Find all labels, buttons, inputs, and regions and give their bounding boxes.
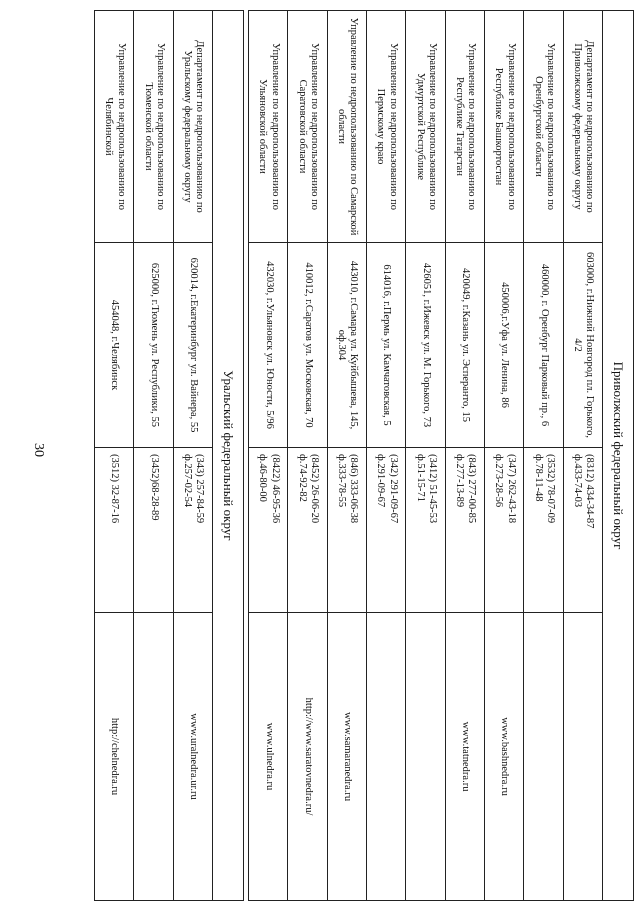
office-phone: (3412) 51-45-53 [427, 454, 439, 524]
office-fax: ф.78-11-48 [532, 454, 544, 502]
office-website: http://www.saratovnedra.ru/ [302, 697, 314, 816]
office-website: www.ulnedra.ru [263, 722, 275, 791]
office-phone: (843) 277-00-85 [466, 454, 478, 524]
table-row [367, 11, 406, 901]
office-address-cell [134, 243, 173, 448]
table-row [327, 11, 366, 901]
office-address: 450006,г.Уфа ул. Ленина, 86 [499, 282, 511, 408]
office-phone-cell [173, 448, 212, 613]
office-address: 443010, г.Самара ул. Куйбышева, 145, оф.304 [335, 260, 360, 430]
office-fax: ф.291-09-67 [375, 454, 387, 508]
office-name: Управление по недропользованию по Челябинской [103, 43, 127, 210]
office-phone: (342) 291-09-67 [387, 454, 399, 524]
office-website-cell [134, 613, 173, 901]
rotated-page-content [94, 10, 634, 900]
office-phone: (343) 257-84-59 [194, 454, 206, 524]
office-website-cell [485, 613, 524, 901]
office-phone-cell [524, 448, 563, 613]
office-address-cell [485, 243, 524, 448]
office-phone-cell [95, 448, 134, 613]
office-fax: ф.46-80-00 [257, 454, 269, 502]
office-phone: (347) 262-43-18 [505, 454, 517, 524]
region-title: Уральский федеральный округ [213, 11, 244, 901]
office-phone-cell [288, 448, 327, 613]
office-address: 420049, г.Казань ул. Эсперанто, 15 [460, 268, 472, 422]
office-phone: (3512) 32-87-16 [109, 454, 121, 524]
office-phone: (8312) 434-34-87 [584, 454, 596, 529]
office-website-cell [406, 613, 445, 901]
office-address: 432030, г.Ульяновск ул. Юности, 5/96 [263, 261, 275, 429]
office-name: Управление по недропользованию по Оренбургской области [532, 43, 557, 210]
office-phone-cell [445, 448, 484, 613]
office-address: 603000, г.Нижний Новгород пл. Горького, 4/2 [571, 252, 596, 438]
office-name: Управление по недропользованию по Самарской области [335, 17, 360, 236]
office-name: Управление по недропользованию по Ульяновской области [257, 43, 281, 210]
office-phone-cell [327, 448, 366, 613]
office-name-cell [249, 11, 288, 243]
office-website-cell [367, 613, 406, 901]
office-name-cell [173, 11, 212, 243]
office-address: 426051, г.Ижевск ул. М. Горького, 73 [420, 262, 432, 428]
office-address-cell [563, 243, 602, 448]
table-row [173, 11, 212, 901]
office-fax: ф.277-13-89 [453, 454, 465, 508]
office-address: 410012, г.Саратов ул. Московская, 70 [302, 262, 314, 428]
office-address-cell [173, 243, 212, 448]
table-row [249, 11, 288, 901]
table-row [288, 11, 327, 901]
table-row [563, 11, 602, 901]
office-website: www.tatnedra.ru [460, 721, 472, 792]
office-address-cell [524, 243, 563, 448]
office-phone: (3452)68-28-89 [148, 454, 160, 521]
office-name-cell [406, 11, 445, 243]
office-name-cell [485, 11, 524, 243]
office-name-cell [95, 11, 134, 243]
office-address: 460000, г. Оренбург Парковый пр., 6 [538, 263, 550, 427]
office-name-cell [524, 11, 563, 243]
table-row [524, 11, 563, 901]
office-name: Управление по недропользованию по Республике Татарстан [453, 43, 478, 210]
office-phone: (8452) 26-06-20 [309, 454, 321, 524]
spacer-cell [244, 11, 249, 901]
office-address: 620014, г.Екатеринбург ул. Вайнера, 55 [188, 257, 200, 433]
region-header-row [213, 11, 244, 901]
office-website-cell [445, 613, 484, 901]
office-name-cell [134, 11, 173, 243]
office-website-cell [173, 613, 212, 901]
table-row [406, 11, 445, 901]
table-row [445, 11, 484, 901]
office-fax: ф.433-74-03 [571, 454, 583, 508]
page-number: 30 [31, 443, 46, 457]
office-address: 614016, г.Пермь ул. Камчатовская, 5 [381, 264, 393, 426]
office-website: www.uralnedra.ur.ru [188, 713, 200, 800]
office-phone-cell [406, 448, 445, 613]
office-name-cell [367, 11, 406, 243]
office-website: www.samaranedra.ru [342, 711, 354, 802]
table-row [95, 11, 134, 901]
office-phone-cell [134, 448, 173, 613]
office-fax: ф.51-15-71 [414, 454, 426, 502]
office-address-cell [327, 243, 366, 448]
office-website-cell [327, 613, 366, 901]
office-website-cell [563, 613, 602, 901]
office-name-cell [445, 11, 484, 243]
office-name: Управление по недропользованию по Удмуртской Республике [414, 43, 439, 210]
office-address-cell [406, 243, 445, 448]
office-address-cell [445, 243, 484, 448]
office-name: Управление по недропользованию по Тюменской области [142, 43, 167, 210]
office-address: 454048, г.Челябинск [109, 299, 121, 391]
office-website: www.bashnedra.ru [499, 717, 511, 796]
office-phone-cell [249, 448, 288, 613]
table-row [134, 11, 173, 901]
office-website: http://chelnedra.ru [109, 717, 121, 796]
office-phone: (846) 333-06-38 [348, 454, 360, 524]
office-fax: ф.273-28-56 [493, 454, 505, 508]
office-fax: ф.257-02-54 [181, 454, 193, 508]
office-fax: ф.333-78-55 [335, 454, 347, 508]
office-address-cell [249, 243, 288, 448]
office-address-cell [95, 243, 134, 448]
office-website-cell [524, 613, 563, 901]
office-name: Управление по недропользованию по Саратовской области [296, 43, 321, 210]
table-row [485, 11, 524, 901]
office-name: Управление по недропользованию по Пермскому краю [375, 43, 399, 210]
office-address-cell [367, 243, 406, 448]
office-website-cell [249, 613, 288, 901]
office-name-cell [288, 11, 327, 243]
office-website-cell [95, 613, 134, 901]
office-phone-cell [563, 448, 602, 613]
office-phone-cell [485, 448, 524, 613]
office-name-cell [563, 11, 602, 243]
office-name: Департамент по недропользованию по Приволжскому федеральному округу [571, 40, 596, 213]
office-name: Управление по недропользованию по Республике Башкортостан [493, 43, 517, 210]
region-title: Приволжский федеральный округ [603, 11, 634, 901]
subsoil-offices-table [94, 10, 634, 901]
office-address: 625000, г.Тюмень ул. Республики, 55 [148, 262, 160, 428]
region-header-row [603, 11, 634, 901]
office-website-cell [288, 613, 327, 901]
region-spacer [244, 11, 249, 901]
table-body [95, 11, 634, 901]
office-name: Департамент по недропользованию по Уральскому федеральному округу [181, 40, 206, 213]
office-name-cell [327, 11, 366, 243]
office-address-cell [288, 243, 327, 448]
office-phone: (8422) 46-95-36 [269, 454, 281, 524]
office-phone-cell [367, 448, 406, 613]
office-fax: ф.74-92-82 [296, 454, 308, 502]
office-phone: (3532) 78-07-09 [545, 454, 557, 524]
